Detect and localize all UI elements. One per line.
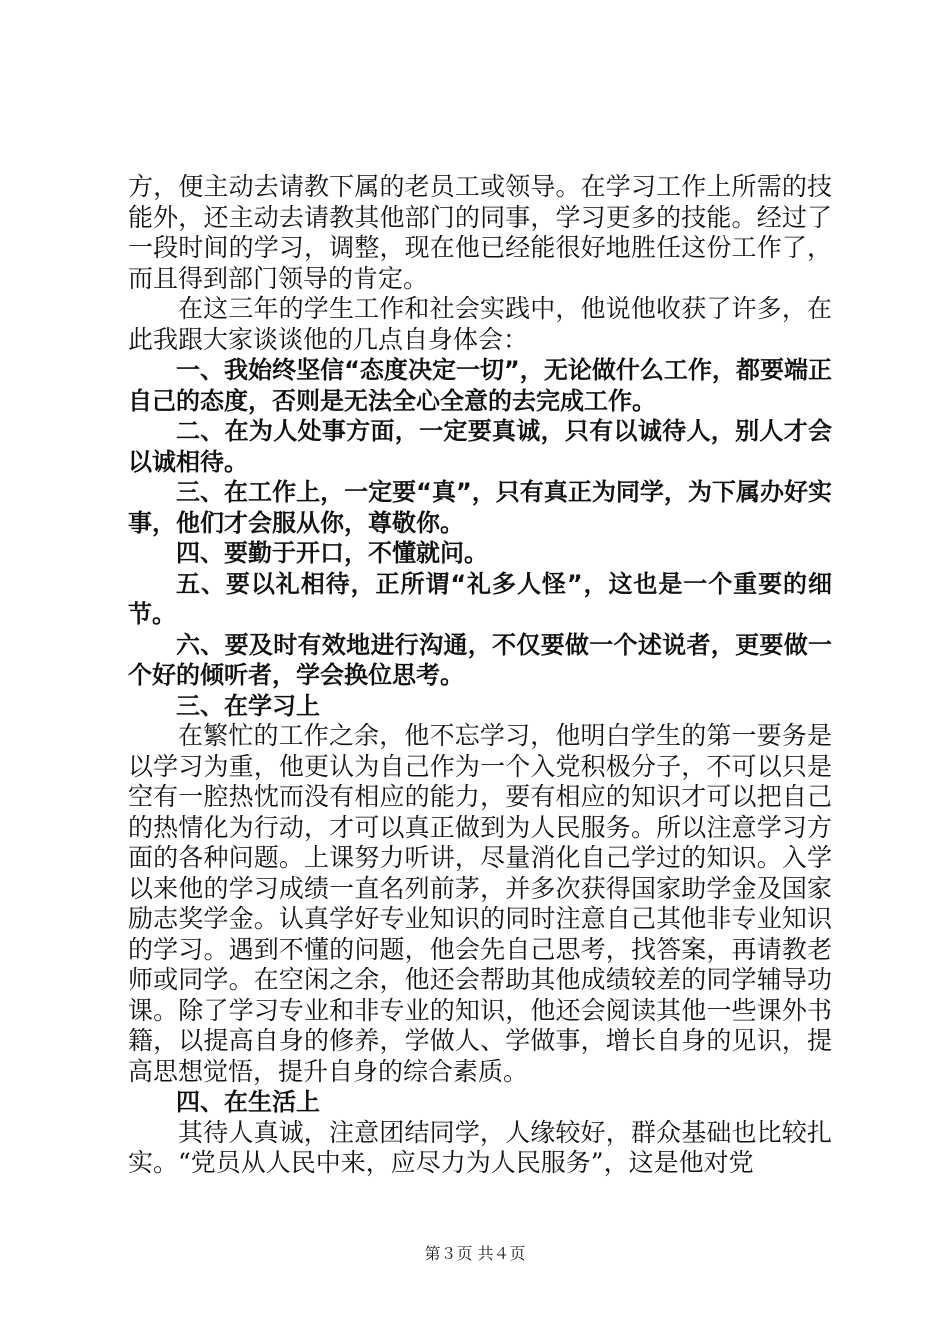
point-five: 五、要以礼相待，正所谓“礼多人怪”，这也是一个重要的细节。	[128, 569, 832, 628]
paragraph-life: 其待人真诚，注意团结同学，人缘较好，群众基础也比较扎实。“党员从人民中来，应尽力为人民服务”，这是他对党	[128, 1117, 832, 1177]
paragraph-study: 在繁忙的工作之余，他不忘学习，他明白学生的第一要务是以学习为重，他更认为自己作为一个入党积极分子，不可以只是空有一腔热忱而没有相应的能力，要有相应的知识才可以把自己的热情化为行动，才可以真正做到为人民服务。所以注意学习方面的各种问题。上课努力听讲，尽量消化自己学过的知识。入学以来他的学习成绩一直名列前茅，并多次获得国家助学金及国家励志奖学金。认真学好专业知识的同时注意自己其他非专业知识的学习。遇到不懂的问题，他会先自己思考，找答案，再请教老师或同学。在空闲之余，他还会帮助其他成绩较差的同学辅导功课。除了学习专业和非专业的知识，他还会阅读其他一些课外书籍，以提高自身的修养，学做人、学做事，增长自身的见识，提高思想觉悟，提升自身的综合素质。	[128, 721, 832, 1086]
page-number: 第３页 共４页	[424, 1244, 526, 1263]
paragraph-continuation: 方，便主动去请教下属的老员工或领导。在学习工作上所需的技能外，还主动去请教其他部门的同事，学习更多的技能。经过了一段时间的学习，调整，现在他已经能很好地胜任这份工作了，而且得到部门领导的肯定。	[128, 172, 832, 293]
point-six: 六、要及时有效地进行沟通，不仅要做一个述说者，更要做一个好的倾听者，学会换位思考。	[128, 630, 832, 689]
section-heading-study: 三、在学习上	[176, 691, 320, 720]
point-three: 三、在工作上，一定要“真”，只有真正为同学，为下属办好实事，他们才会服从你，尊敬你。	[128, 478, 832, 537]
section-heading-life: 四、在生活上	[176, 1088, 320, 1116]
document-body	[128, 172, 832, 1179]
paragraph-intro: 在这三年的学生工作和社会实践中，他说他收获了许多，在此我跟大家谈谈他的几点自身体会：	[128, 294, 832, 354]
point-four: 四、要勤于开口，不懂就问。	[176, 539, 488, 567]
point-one: 一、我始终坚信“态度决定一切”，无论做什么工作，都要端正自己的态度，否则是无法全心全意的去完成工作。	[128, 356, 832, 415]
point-two: 二、在为人处事方面，一定要真诚，只有以诚待人，别人才会以诚相待。	[128, 417, 832, 476]
